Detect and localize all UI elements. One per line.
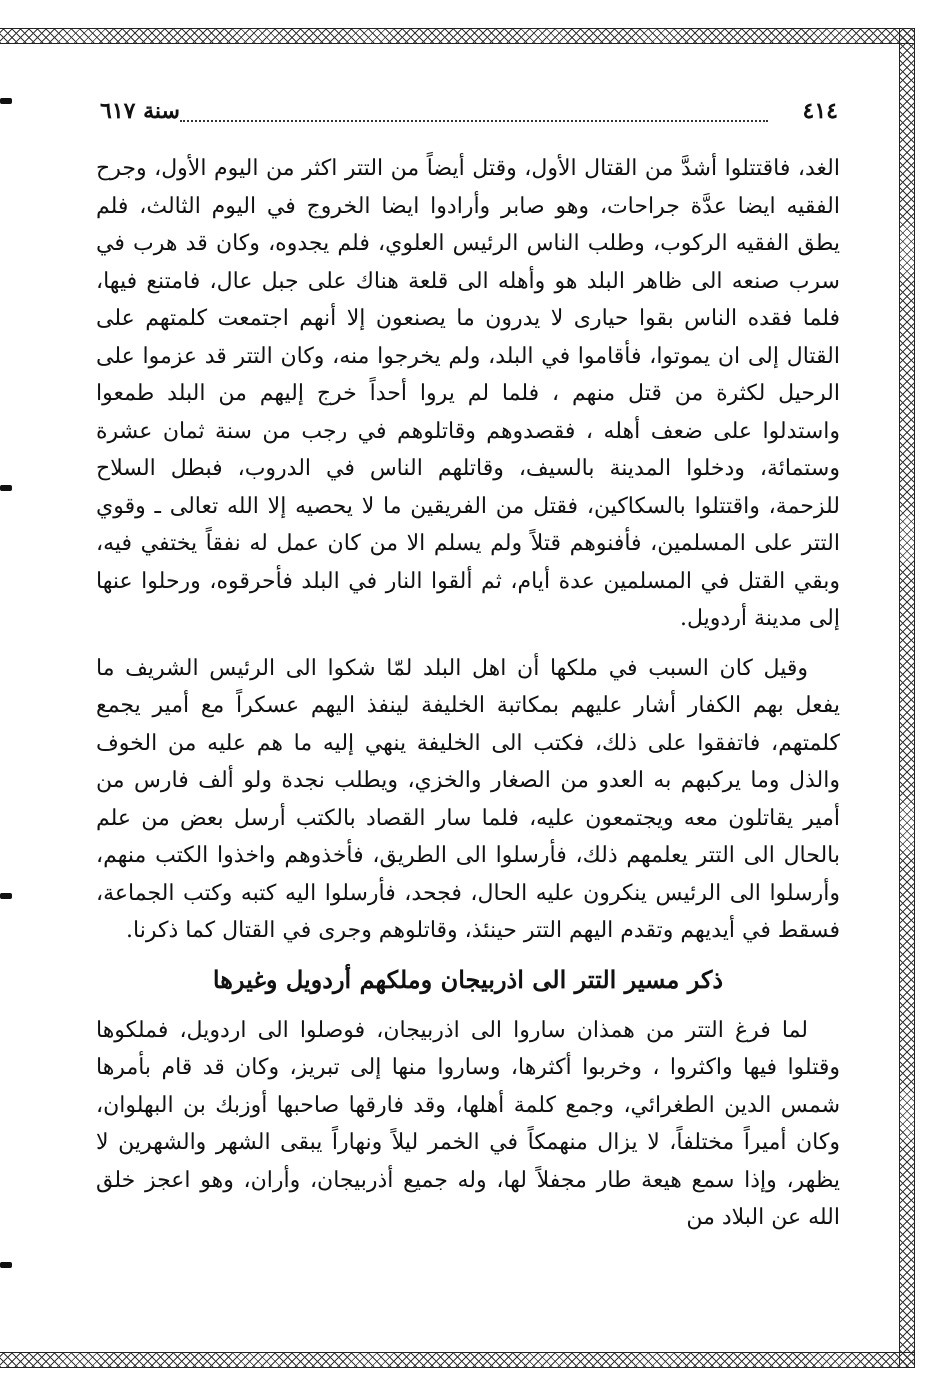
- running-header-year: سنة ٦١٧: [100, 98, 180, 124]
- body-paragraph: وقيل كان السبب في ملكها أن اهل البلد لمّا شكوا الى الرئيس الشريف ما يفعل بهم الكفار أشار عليهم بمكاتبة الخليفة لينفذ اليهم عسكراً مع أمير يجمع كلمتهم، فاتفقوا على ذلك، فكتب الى الخليفة ينهي إليه ما هم عليه من الخوف والذل وما يركبهم به العدو من الصغار والخزي، ويطلب نجدة ولو ألف فارس من أمير يقاتلون معه ويجتمعون عليه، فلما سار القصاد بالكتب أرسل بعض من علم بالحال الى التتر يعلمهم ذلك، فأرسلوا الى الطريق، فأخذوهم واخذوا الكتب منهم، وأرسلوا الى الرئيس ينكرون عليه الحال، فجحد، فأرسلوا اليه كتبه وكتب الجماعة، فسقط في أيديهم وتقدم اليهم التتر حينئذ، وقاتلوهم وجرى في القتال كما ذكرنا.: [96, 655, 840, 943]
- margin-tick-mark: [0, 1262, 12, 1268]
- margin-tick-mark: [0, 98, 12, 104]
- section-heading: ذكر مسير التتر الى اذربيجان وملكهم أردويل وغيرها: [212, 964, 724, 994]
- ornamental-border-right: [899, 28, 915, 1368]
- margin-tick-mark: [0, 893, 12, 899]
- body-paragraph: الغد، فاقتتلوا أشدَّ من القتال الأول، وقتل أيضاً من التتر اكثر من اليوم الأول، وجرح الفقيه ايضا عدَّة جراحات، وهو صابر وأرادوا ايضا الخروج في اليوم الثالث، فلم يطق الفقيه الركوب، وطلب الناس الرئيس العلوي، فلم يجدوه، وكان قد هرب في سرب صنعه الى ظاهر البلد هو وأهله الى قلعة هناك على جبل عال، فامتنع فيها، فلما فقده الناس بقوا حيارى لا يدرون ما يصنعون إلا أنهم اجتمعت كلمتهم على القتال إلى ان يموتوا، فأقاموا في البلد، ولم يخرجوا منه، وكان التتر قد عزموا على الرحيل لكثرة من قتل منهم ، فلما لم يروا أحداً خرج إليهم من البلد طمعوا واستدلوا على ضعف أهله ، فقصدوهم وقاتلوهم في رجب من سنة ثمان عشرة وستمائة، ودخلوا المدينة بالسيف، وقاتلهم الناس في الدروب، فبطل السلاح للزحمة، واقتتلوا بالسكاكين، فقتل من الفريقين ما لا يحصيه إلا الله تعالى ـ وقوي التتر على المسلمين، فأفنوهم قتلاً ولم يسلم الا من كان عمل له نفقاً يختفي فيه، وبقي القتل في المسلمين عدة أيام، ثم ألقوا النار في البلد فأحرقوه، ورحلوا عنها إلى مدينة أردويل.: [96, 156, 841, 631]
- ornamental-border-top: [0, 28, 915, 44]
- margin-tick-mark: [0, 485, 12, 491]
- body-paragraph: لما فرغ التتر من همذان ساروا الى اذربيجان، فوصلوا الى اردويل، فملكوها وقتلوا فيها واكثروا ، وخربوا أكثرها، وساروا منها إلى تبريز، وكان قد قام بأمرها شمس الدين الطغرائي، وجمع كلمة أهلها، وقد فارقها صاحبها أوزبك بن البهلوان، وكان أميراً مختلفاً، لا يزال منهمكاً في الخمر ليلاً ونهاراً يبقى الشهر والشهرين لا يظهر، وإذا سمع هيعة طار مجفلاً لها، وله جميع أذربيجان، وأران، وهو اعجز خلق الله عن البلاد من: [96, 1017, 840, 1230]
- page-header: [100, 98, 838, 132]
- header-dotted-leader: [180, 120, 768, 122]
- page-body: [96, 150, 840, 1237]
- ornamental-border-bottom: [0, 1352, 915, 1368]
- page-number: ٤١٤: [802, 98, 838, 124]
